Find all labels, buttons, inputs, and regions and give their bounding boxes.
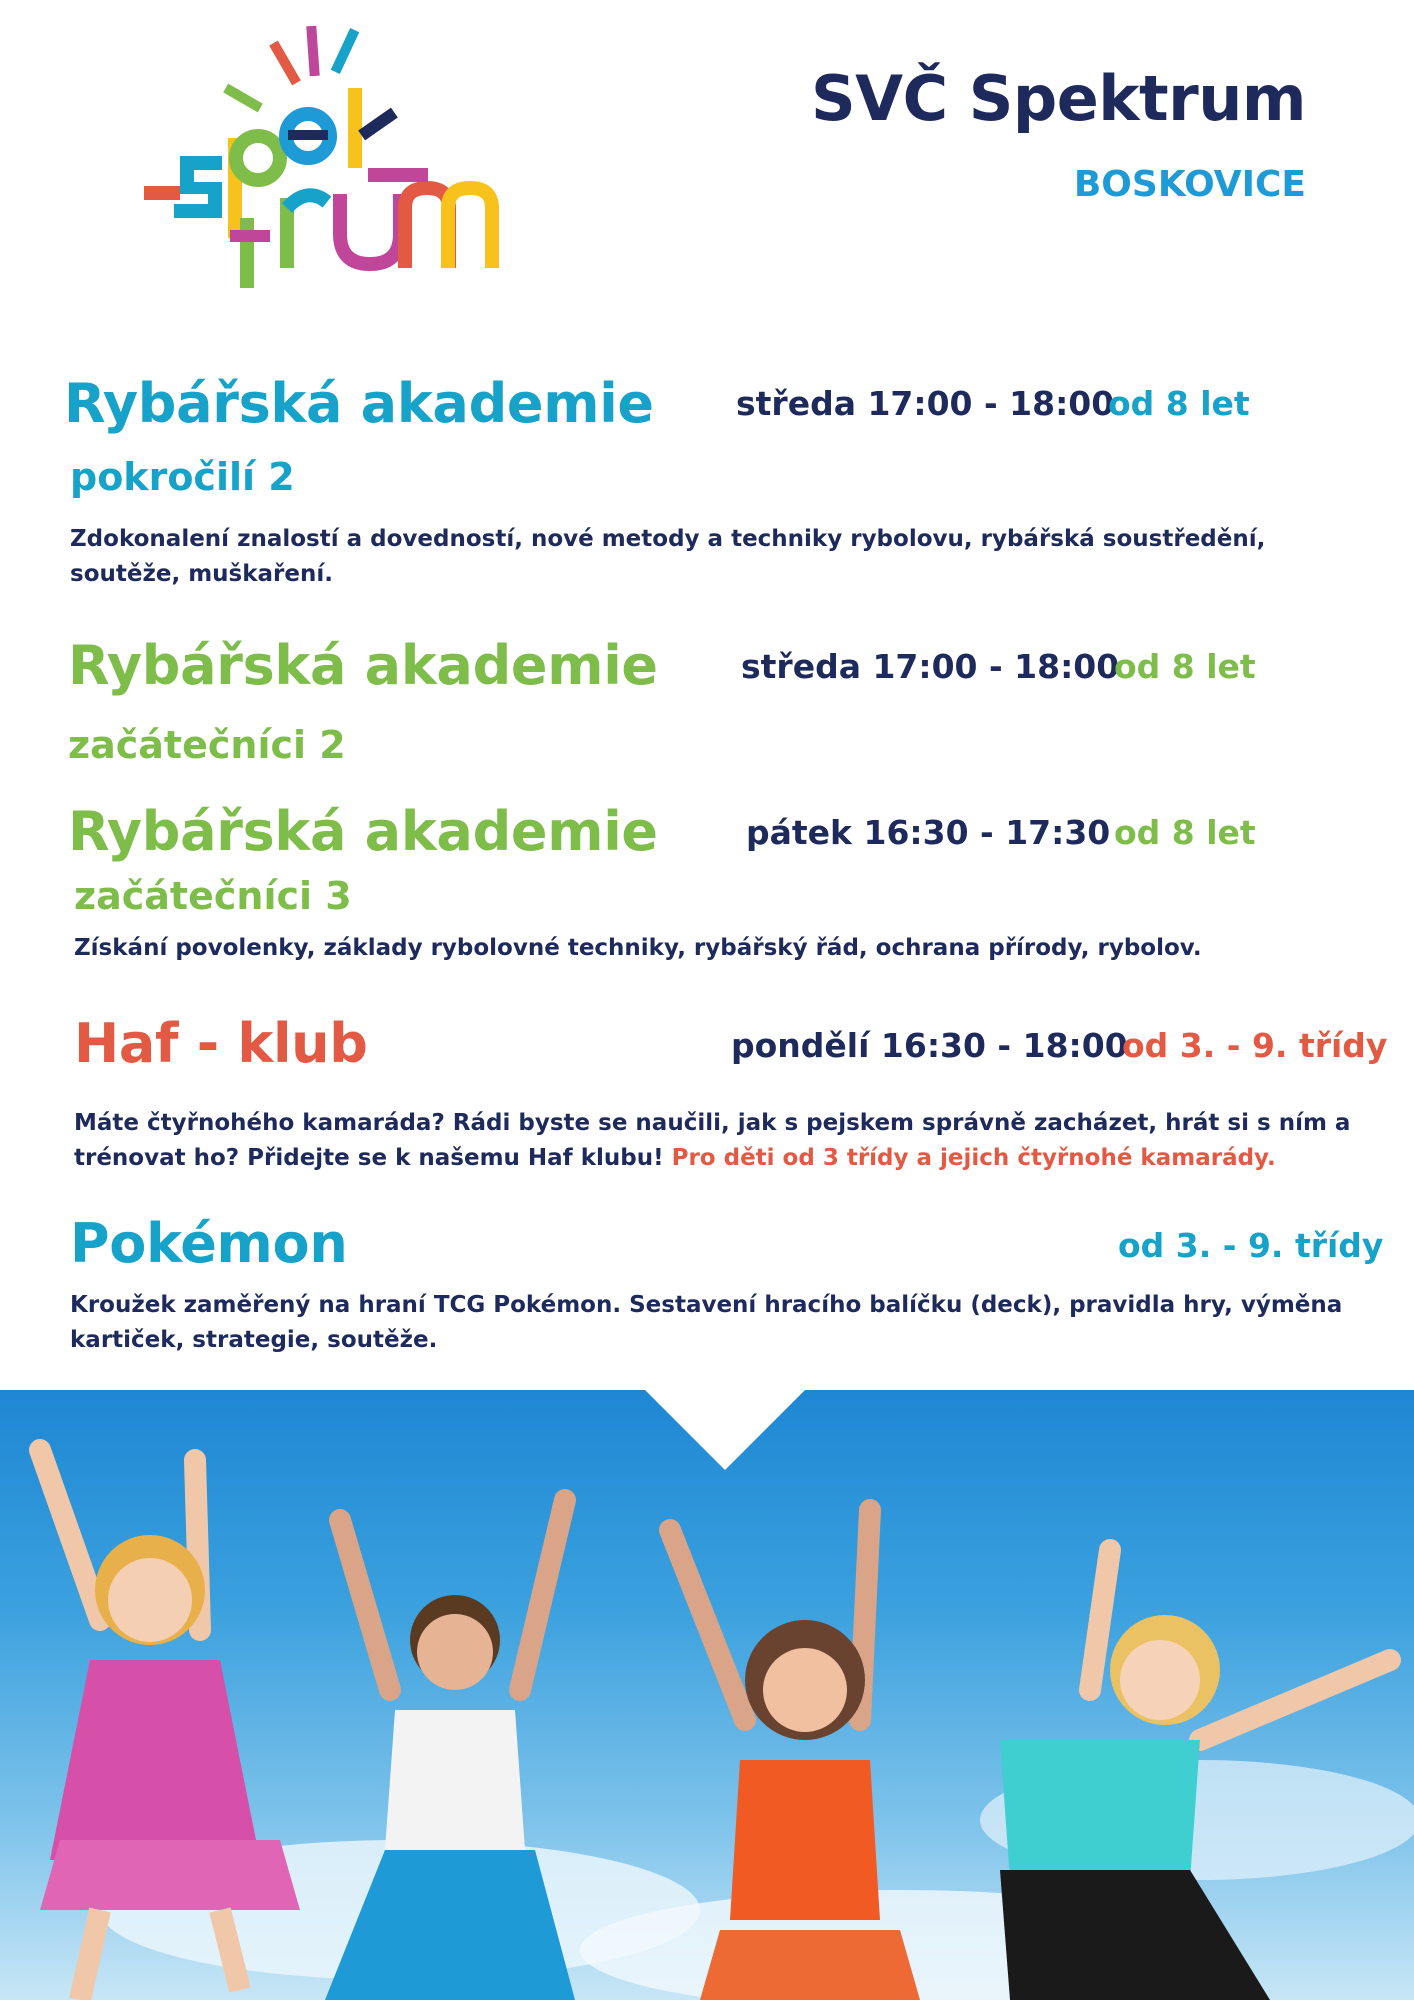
section-4-description-highlight: Pro děti od 3 třídy a jejich čtyřnohé kamarády. [671, 1145, 1276, 1171]
kids-jumping-photo [0, 1390, 1414, 2000]
section-3-title: Rybářská akademie [68, 800, 658, 863]
section-3-description: Získání povolenky, základy rybolovné techniky, rybářský řád, ochrana přírody, rybolov. [74, 935, 1202, 961]
section-5-age: od 3. - 9. třídy [1118, 1226, 1384, 1265]
section-2-age: od 8 let [1114, 647, 1256, 686]
section-4-age: od 3. - 9. třídy [1122, 1026, 1388, 1065]
section-2-title: Rybářská akademie [68, 634, 658, 697]
section-3-age: od 8 let [1114, 813, 1256, 852]
section-4-time: pondělí 16:30 - 18:00 [731, 1026, 1128, 1065]
spektrum-logo [130, 18, 530, 308]
section-2-time: středa 17:00 - 18:00 [741, 647, 1120, 686]
section-1-description: Zdokonalení znalostí a dovedností, nové metody a techniky rybolovu, rybářská soustředění, soutěže, muškaření. [70, 526, 1266, 587]
section-1-time: středa 17:00 - 18:00 [736, 384, 1115, 423]
section-1-title: Rybářská akademie [64, 372, 654, 435]
section-1-age: od 8 let [1108, 384, 1250, 423]
section-5-description: Kroužek zaměřený na hraní TCG Pokémon. Sestavení hracího balíčku (deck), pravidla hry, výměna kartiček, strategie, soutěže. [70, 1292, 1343, 1353]
org-city: BOSKOVICE [1073, 164, 1306, 205]
org-name: SVČ Spektrum [811, 62, 1306, 135]
section-3-subtitle: začátečníci 3 [74, 874, 352, 918]
section-1-subtitle: pokročilí 2 [70, 455, 295, 499]
section-5-title: Pokémon [70, 1212, 348, 1275]
section-4-title: Haf - klub [74, 1012, 368, 1075]
section-4-description-text: Máte čtyřnohého kamaráda? Rádi byste se naučili, jak s pejskem správně zacházet, hrát si s ním a trénovat ho? Přidejte se k našemu Haf klubu! [74, 1110, 1351, 1171]
section-3-time: pátek 16:30 - 17:30 [746, 813, 1111, 852]
section-4-description [74, 1106, 1364, 1176]
section-2-subtitle: začátečníci 2 [68, 723, 346, 767]
